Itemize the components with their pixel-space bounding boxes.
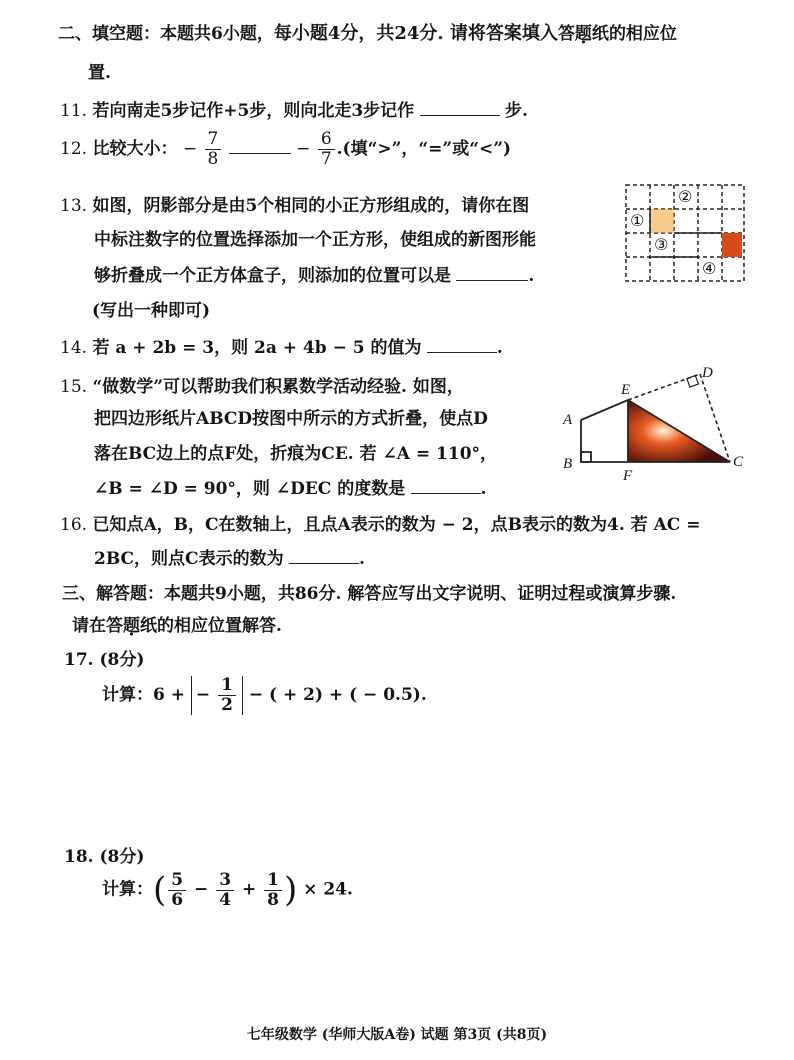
question-16: 16. 已知点A，B，C在数轴上，且点A表示的数为 − 2，点B表示的数为4. 若 AC = [60,515,701,535]
label-4: ④ [702,259,717,278]
label-3: ③ [654,235,669,254]
question-13-line3: 够折叠成一个正方体盒子，则添加的位置可以是 . [94,266,535,286]
question-13: 13. 如图，阴影部分是由5个相同的小正方形组成的，请你在图 [60,196,530,216]
question-15-line2: 把四边形纸片ABCD按图中所示的方式折叠，使点D [94,409,488,429]
answer-blank-16[interactable] [289,562,359,564]
section2-heading: 二、填空题：本题共6小题，每小题4分，共24分. 请将答案填入答题纸的相应位 [58,23,677,44]
question-13-line2: 中标注数字的位置选择添加一个正方形，使组成的新图形能 [94,230,536,250]
section3-heading-cont: 请在答题纸的相应位置解答. [72,616,282,636]
fraction-6-7: $\frac{6}{7}$ [318,130,335,169]
point-D-label: D [702,365,713,381]
question-11: 11. 若向南走5步记作+5步，则向北走3步记作 步. [60,101,528,121]
fold-quadrilateral-figure [555,362,755,487]
question-15-line4: ∠B = ∠D = 90°，则 ∠DEC 的度数是 . [94,479,487,499]
shaded-square [722,233,742,257]
answer-blank-15[interactable] [411,492,481,494]
question-15-line3: 落在BC边上的点F处，折痕为CE. 若 ∠A = 110°， [94,444,498,464]
question-16-line2: 2BC，则点C表示的数为 . [94,549,365,569]
question-18-expression: 计算：( $\frac{5}{6}$ − $\frac{3}{4}$ + $\frac{1}{8}$ ) × 24. [102,869,353,910]
answer-blank-14[interactable] [427,351,497,353]
section3-heading: 三、解答题：本题共9小题，共86分. 解答应写出文字说明、证明过程或演算步骤. [62,584,677,604]
answer-blank-13[interactable] [456,279,528,281]
point-B-label: B [563,456,573,472]
point-F-label: F [623,468,633,484]
answer-blank-11[interactable] [420,114,500,116]
shaded-square [650,209,674,233]
page-footer: 七年级数学 (华师大版A卷) 试题 第3页 (共8页) [246,1027,548,1043]
answer-blank-12[interactable] [229,152,291,154]
point-A-label: A [563,412,573,428]
question-18-number: 18. (8分) [64,847,145,867]
point-E-label: E [621,382,631,398]
question-12: 12. 比较大小： − $\frac{7}{8}$ − $\frac{6}{7}$ .(填“>”，“=”或“<”) [60,129,512,169]
cube-net-figure [620,180,750,290]
section2-heading-cont: 置. [88,63,111,83]
label-1: ① [630,211,645,230]
point-C-label: C [733,454,744,470]
question-17-number: 17. (8分) [64,650,145,670]
question-17-expression: 计算：6 + − $\frac{1}{2}$ − ( + 2) + ( − 0.5). [102,675,427,715]
question-15: 15. “做数学”可以帮助我们积累数学活动经验. 如图， [60,377,464,397]
absolute-value: − $\frac{1}{2}$ [191,676,243,715]
label-2: ② [678,187,693,206]
question-14: 14. 若 a + 2b = 3，则 2a + 4b − 5 的值为 . [60,338,503,358]
fraction-7-8: $\frac{7}{8}$ [205,130,222,169]
question-13-line4: (写出一种即可) [92,301,211,321]
